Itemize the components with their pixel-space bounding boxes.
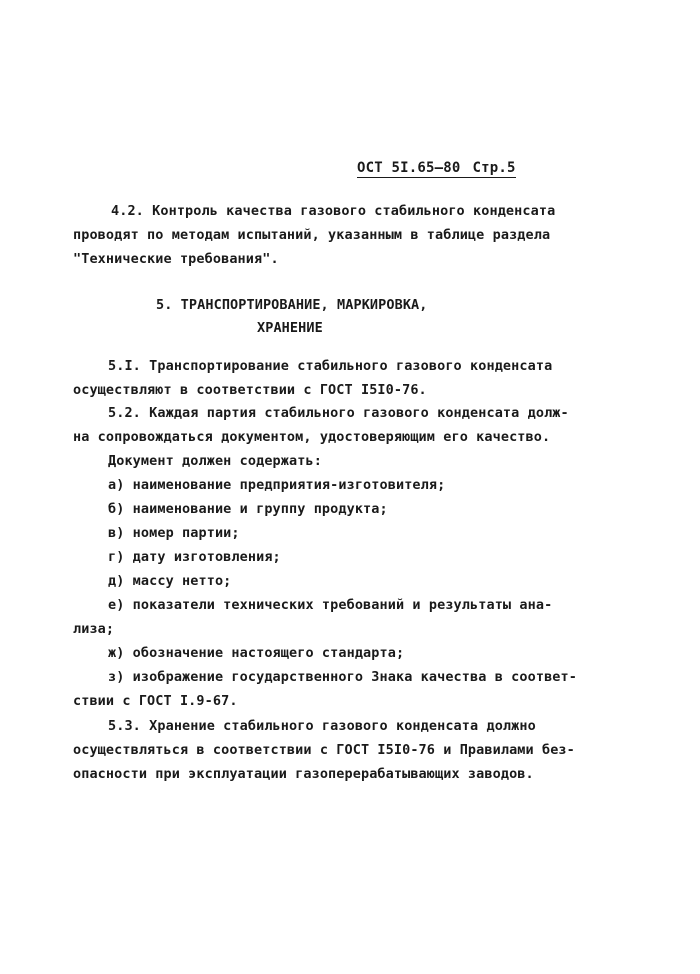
paragraph-4-2-line-1: 4.2. Контроль качества газового стабильного конденсата xyxy=(111,203,556,219)
page-header xyxy=(357,160,516,178)
list-item-e-line-2: лиза; xyxy=(73,621,115,637)
paragraph-4-2-line-2: проводят по методам испытаний, указанным в таблице раздела xyxy=(73,227,551,243)
paragraph-5-3-line-3: опасности при эксплуатации газоперерабатывающих заводов. xyxy=(73,766,534,782)
list-item-g: г) дату изготовления; xyxy=(108,549,281,565)
paragraph-5-2-line-2: на сопровождаться документом, удостоверяющим его качество. xyxy=(73,429,551,445)
list-item-b: б) наименование и группу продукта; xyxy=(108,501,388,517)
list-item-z-line-2: ствии с ГОСТ I.9-67. xyxy=(73,693,238,709)
list-item-v: в) номер партии; xyxy=(108,525,240,541)
paragraph-4-2-line-3: "Технические требования". xyxy=(73,251,279,267)
page-number: Стр.5 xyxy=(472,160,516,176)
paragraph-5-1-line-1: 5.I. Транспортирование стабильного газового конденсата xyxy=(108,358,553,374)
paragraph-5-2-line-1: 5.2. Каждая партия стабильного газового конденсата долж- xyxy=(108,405,569,421)
list-item-d: д) массу нетто; xyxy=(108,573,232,589)
paragraph-5-1-line-2: осуществляют в соответствии с ГОСТ I5I0-76. xyxy=(73,382,427,398)
paragraph-5-2-line-3: Документ должен содержать: xyxy=(108,453,322,469)
list-item-z: з) изображение государственного Знака качества в соответ- xyxy=(108,669,577,685)
document-number: ОСТ 5I.65–80 xyxy=(357,160,461,176)
section-5-title-line-2: ХРАНЕНИЕ xyxy=(257,320,323,336)
section-5-title: 5. ТРАНСПОРТИРОВАНИЕ, МАРКИРОВКА, xyxy=(156,297,428,313)
list-item-a: а) наименование предприятия-изготовителя; xyxy=(108,477,446,493)
list-item-zh: ж) обозначение настоящего стандарта; xyxy=(108,645,405,661)
paragraph-5-3-line-1: 5.3. Хранение стабильного газового конденсата должно xyxy=(108,718,536,734)
list-item-e: е) показатели технических требований и результаты ана- xyxy=(108,597,553,613)
paragraph-5-3-line-2: осуществляться в соответствии с ГОСТ I5I0-76 и Правилами без- xyxy=(73,742,575,758)
